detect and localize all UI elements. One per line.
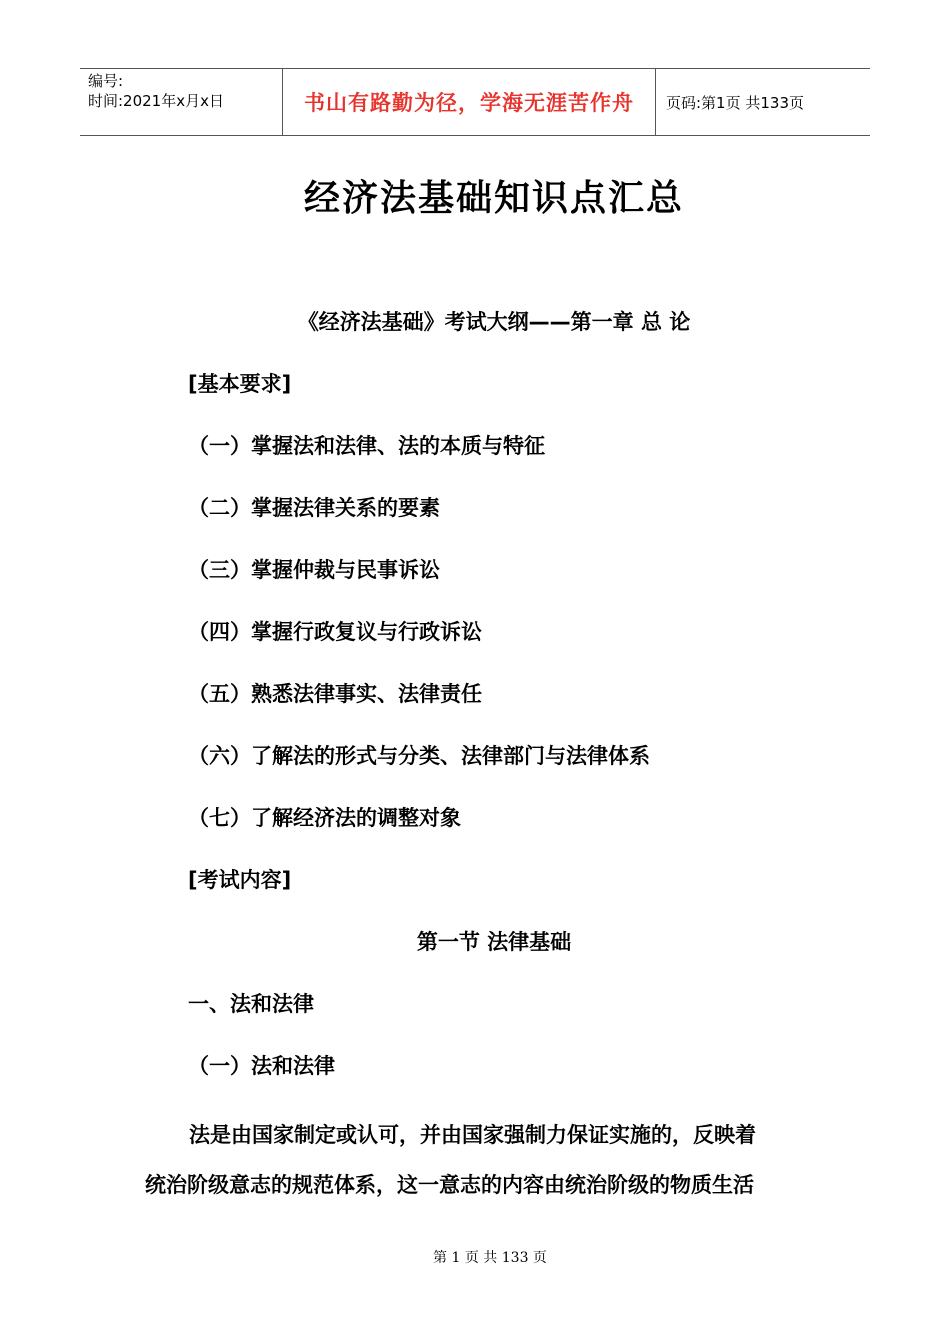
chapter-subtitle: 《经济法基础》考试大纲——第一章 总 论 xyxy=(297,310,691,334)
requirement-item: （四）掌握行政复议与行政诉讼 xyxy=(188,620,482,644)
body-paragraph xyxy=(145,1110,795,1210)
requirement-item: （一）掌握法和法律、法的本质与特征 xyxy=(188,434,545,458)
header-motto: 书山有路勤为径，学海无涯苦作舟 xyxy=(282,69,656,135)
requirement-item: （六）了解法的形式与分类、法律部门与法律体系 xyxy=(188,744,650,768)
number-label: 编号: xyxy=(88,72,124,90)
paragraph-line: 法是由国家制定或认可，并由国家强制力保证实施的，反映着 xyxy=(189,1123,756,1147)
requirement-item: （二）掌握法律关系的要素 xyxy=(188,496,440,520)
document-title: 经济法基础知识点汇总 xyxy=(303,178,684,219)
page-header xyxy=(80,68,870,136)
sub-heading: （一）法和法律 xyxy=(188,1054,335,1078)
paragraph-line: 统治阶级意志的规范体系，这一意志的内容由统治阶级的物质生活 xyxy=(145,1173,754,1197)
requirement-item: （五）熟悉法律事实、法律责任 xyxy=(188,682,482,706)
time-label: 时间:2021年x月x日 xyxy=(88,92,224,110)
exam-content-heading: [考试内容] xyxy=(188,868,292,892)
header-meta xyxy=(80,69,282,135)
sub-heading: 一、法和法律 xyxy=(188,992,314,1016)
section-title: 第一节 法律基础 xyxy=(416,930,572,954)
page-footer: 第 1 页 共 133 页 xyxy=(433,1250,547,1266)
basic-requirements-heading: [基本要求] xyxy=(188,372,292,396)
requirement-item: （三）掌握仲裁与民事诉讼 xyxy=(188,558,440,582)
requirement-item: （七）了解经济法的调整对象 xyxy=(188,806,461,830)
header-page-info: 页码:第1页 共133页 xyxy=(666,93,804,112)
